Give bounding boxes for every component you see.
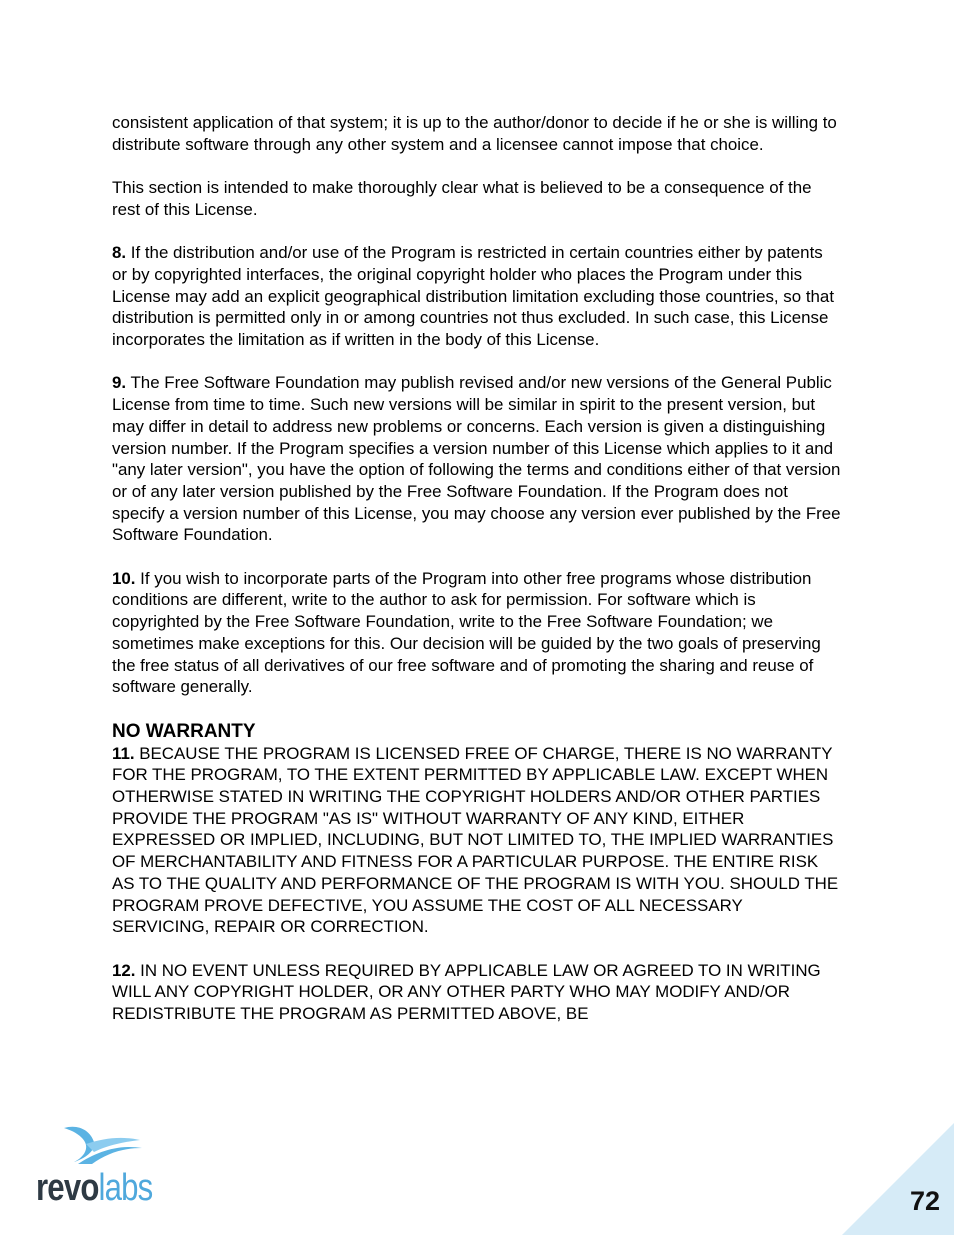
revolabs-logo xyxy=(36,1122,166,1212)
section-10 xyxy=(112,568,842,698)
wave-icon xyxy=(56,1122,146,1168)
section-heading: NO WARRANTY xyxy=(112,720,256,742)
section-number: 8. xyxy=(112,243,127,263)
section-number: 12. xyxy=(112,960,136,980)
section-text: If the distribution and/or use of the Program is restricted in certain countries either by patents or by copyrighted interfaces, the original copyright holder who places the Program under this License may add an explicit geographical distribution limitation excluding those countries, so that distribution is permitted only in or among countries not thus excluded. In such case, this License incorporates the limitation as if written in the body of this License. xyxy=(112,243,835,349)
section-9 xyxy=(112,372,842,546)
section-12 xyxy=(112,960,842,1025)
paragraph-text: consistent application of that system; it is up to the author/donor to decide if he or she is willing to distribute software through any other system and a licensee cannot impose that choice. xyxy=(112,113,837,154)
section-text: IN NO EVENT UNLESS REQUIRED BY APPLICABLE LAW OR AGREED TO IN WRITING WILL ANY COPYRIGHT HOLDER, OR ANY OTHER PARTY WHO MAY MODIFY AND/OR REDISTRIBUTE THE PROGRAM AS PERMITTED ABOVE, BE xyxy=(112,960,821,1024)
logo-wordmark xyxy=(36,1166,152,1210)
section-number: 9. xyxy=(112,373,127,393)
paragraph xyxy=(112,112,842,155)
page-corner-triangle xyxy=(842,1123,954,1235)
logo-text-labs: labs xyxy=(98,1167,153,1209)
section-8 xyxy=(112,242,842,351)
section-11 xyxy=(112,743,842,938)
paragraph-text: This section is intended to make thoroughly clear what is believed to be a consequence of the rest of this License. xyxy=(112,178,812,219)
section-number: 10. xyxy=(112,568,136,588)
page-number: 72 xyxy=(909,1186,940,1216)
logo-text-revo: revo xyxy=(36,1167,99,1209)
section-text: The Free Software Foundation may publish revised and/or new versions of the General Public License from time to time. Such new versions will be similar in spirit to the present version, but may differ in detail to address new problems or concerns. Each version is given a distinguishing version number. If the Program specifies a version number of this License which applies to it and "any later version", you have the option of following the terms and conditions either of that version or of any later version published by the Free Software Foundation. If the Program does not specify a version number of this License, you may choose any version ever published by the Free Software Foundation. xyxy=(112,373,841,545)
section-text: If you wish to incorporate parts of the Program into other free programs whose distribution conditions are different, write to the author to ask for permission. For software which is copyrighted by the Free Software Foundation, write to the Free Software Foundation; we sometimes make exceptions for this. Our decision will be guided by the two goals of preserving the free status of all derivatives of our free software and of promoting the sharing and reuse of software generally. xyxy=(112,568,821,697)
section-text: BECAUSE THE PROGRAM IS LICENSED FREE OF CHARGE, THERE IS NO WARRANTY FOR THE PROGRAM, TO THE EXTENT PERMITTED BY APPLICABLE LAW. EXCEPT WHEN OTHERWISE STATED IN WRITING THE COPYRIGHT HOLDERS AND/OR OTHER PARTIES PROVIDE THE PROGRAM "AS IS" WITHOUT WARRANTY OF ANY KIND, EITHER EXPRESSED OR IMPLIED, INCLUDING, BUT NOT LIMITED TO, THE IMPLIED WARRANTIES OF MERCHANTABILITY AND FITNESS FOR A PARTICULAR PURPOSE. THE ENTIRE RISK AS TO THE QUALITY AND PERFORMANCE OF THE PROGRAM IS WITH YOU. SHOULD THE PROGRAM PROVE DEFECTIVE, YOU ASSUME THE COST OF ALL NECESSARY SERVICING, REPAIR OR CORRECTION. xyxy=(112,743,839,937)
document-body xyxy=(112,112,842,1025)
paragraph xyxy=(112,177,842,220)
section-number: 11. xyxy=(112,743,135,763)
